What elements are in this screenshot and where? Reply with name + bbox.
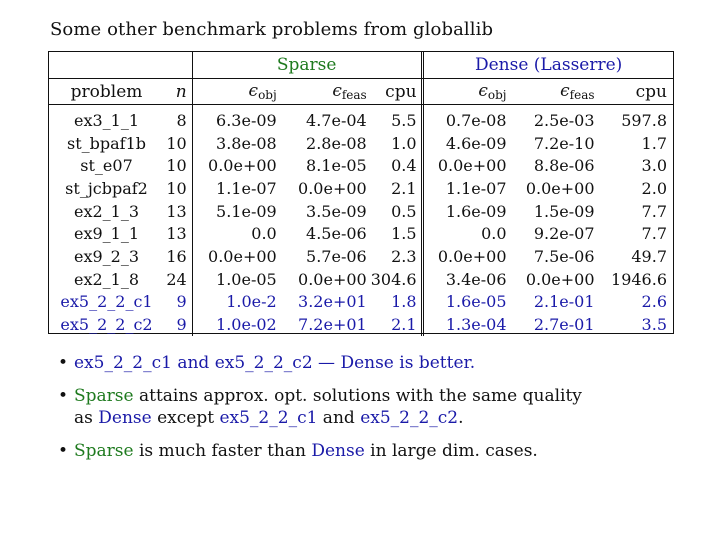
dense-obj-cell: 0.0	[424, 222, 511, 245]
dense-cpu-cell: 3.0	[641, 156, 667, 176]
column-header-row	[49, 79, 673, 105]
sparse-feas-cell: 7.2e+01	[298, 315, 367, 335]
bullet-list	[58, 352, 698, 473]
col-header-dense-cpu: cpu	[599, 79, 673, 105]
bullet-3	[58, 440, 698, 462]
table-row	[49, 222, 673, 245]
table-row	[49, 177, 673, 200]
sparse-obj-cell: 1.0e-02	[192, 313, 283, 336]
sparse-group-header: Sparse	[192, 52, 421, 79]
dense-cpu-cell: 597.8	[621, 110, 667, 130]
bullet-dot-icon: •	[58, 441, 69, 461]
sparse-feas-cell: 3.5e-09	[306, 201, 367, 221]
problem-cell: st_jcbpaf2	[65, 178, 148, 198]
table-row	[49, 291, 673, 314]
bullet-dot-icon: •	[58, 386, 69, 406]
sparse-obj-cell: 6.3e-09	[192, 105, 283, 132]
problem-cell: ex2_1_8	[74, 269, 140, 289]
dense-cpu-cell: 7.7	[641, 201, 667, 221]
n-cell: 13	[164, 200, 192, 223]
dense-cpu-cell: 49.7	[631, 246, 667, 266]
dense-obj-cell: 1.1e-07	[424, 177, 511, 200]
sparse-feas-cell: 4.5e-06	[306, 224, 367, 244]
col-header-n: n	[164, 79, 192, 105]
table-row	[49, 132, 673, 155]
dense-feas-cell: 0.0e+00	[525, 178, 595, 198]
n-cell: 24	[164, 268, 192, 291]
sparse-cpu-cell: 2.1	[371, 177, 421, 200]
sparse-obj-cell: 0.0e+00	[192, 245, 283, 268]
sparse-cpu-cell: 2.3	[371, 245, 421, 268]
col-header-sparse-obj	[192, 79, 283, 105]
bullet-2	[58, 385, 698, 429]
obj-subscript: obj	[487, 88, 507, 102]
sparse-cpu-cell: 2.1	[371, 313, 421, 336]
sparse-cpu-cell: 0.5	[371, 200, 421, 223]
sparse-obj-cell: 5.1e-09	[192, 200, 283, 223]
feas-subscript: feas	[341, 88, 367, 102]
problem-cell: ex9_1_1	[74, 224, 140, 244]
bullet-2-case-2: ex5_2_2_c2	[360, 408, 459, 428]
epsilon-symbol: ϵ	[560, 81, 570, 101]
sparse-feas-cell: 8.1e-05	[306, 156, 367, 176]
sparse-cpu-cell: 1.0	[371, 132, 421, 155]
obj-subscript: obj	[258, 88, 277, 102]
dense-obj-cell: 0.0e+00	[424, 154, 511, 177]
bullet-1-text: ex5_2_2_c1 and ex5_2_2_c2 — Dense is better.	[74, 353, 476, 373]
bullet-2-text-5: .	[458, 408, 464, 428]
epsilon-symbol: ϵ	[332, 81, 342, 101]
bullet-3-sparse: Sparse	[74, 441, 134, 461]
n-cell: 8	[164, 105, 192, 132]
bullet-2-text-2: as	[74, 408, 99, 428]
bullet-3-text-1: is much faster than	[133, 441, 312, 461]
col-header-problem: problem	[49, 79, 164, 105]
results-table	[49, 52, 673, 336]
dense-obj-cell: 1.6e-09	[424, 200, 511, 223]
sparse-cpu-cell: 0.4	[371, 154, 421, 177]
sparse-obj-cell: 0.0	[192, 222, 283, 245]
problem-cell: ex9_2_3	[74, 246, 140, 266]
sparse-cpu-cell: 304.6	[371, 268, 421, 291]
dense-feas-cell: 0.0e+00	[525, 269, 595, 289]
bullet-3-dense: Dense	[311, 441, 365, 461]
dense-feas-cell: 2.5e-03	[533, 110, 595, 130]
bullet-2-sparse: Sparse	[74, 386, 134, 406]
problem-cell: ex5_2_2_c2	[60, 315, 153, 335]
sparse-feas-cell: 0.0e+00	[298, 269, 367, 289]
dense-feas-cell: 2.1e-01	[533, 292, 595, 312]
n-cell: 10	[164, 154, 192, 177]
epsilon-symbol: ϵ	[478, 81, 488, 101]
problem-cell: ex5_2_2_c1	[60, 292, 153, 312]
sparse-feas-cell: 3.2e+01	[298, 292, 367, 312]
bullet-2-case-1: ex5_2_2_c1	[219, 408, 318, 428]
dense-group-header: Dense (Lasserre)	[424, 52, 673, 79]
dense-feas-cell: 7.2e-10	[533, 133, 595, 153]
dense-feas-cell: 9.2e-07	[533, 224, 595, 244]
group-header-row	[49, 52, 673, 79]
dense-feas-cell: 1.5e-09	[533, 201, 595, 221]
sparse-cpu-cell: 1.8	[371, 291, 421, 314]
table-row	[49, 313, 673, 336]
dense-obj-cell: 1.3e-04	[424, 313, 511, 336]
problem-cell: ex3_1_1	[74, 110, 140, 130]
sparse-obj-cell: 1.1e-07	[192, 177, 283, 200]
table-row	[49, 268, 673, 291]
n-cell: 10	[164, 132, 192, 155]
sparse-cpu-cell: 1.5	[371, 222, 421, 245]
dense-obj-cell: 4.6e-09	[424, 132, 511, 155]
problem-cell: st_e07	[80, 156, 133, 176]
table-row	[49, 105, 673, 132]
sparse-obj-cell: 1.0e-05	[192, 268, 283, 291]
n-cell: 16	[164, 245, 192, 268]
dense-feas-cell: 7.5e-06	[533, 246, 595, 266]
col-header-sparse-feas	[283, 79, 371, 105]
problem-cell: st_bpaf1b	[67, 133, 147, 153]
bullet-2-text-3: except	[151, 408, 220, 428]
col-header-sparse-cpu: cpu	[371, 79, 421, 105]
n-cell: 13	[164, 222, 192, 245]
sparse-feas-cell: 0.0e+00	[298, 178, 367, 198]
feas-subscript: feas	[569, 88, 595, 102]
bullet-2-text-1: attains approx. opt. solutions with the same quality	[133, 386, 582, 406]
bullet-2-text-4: and	[317, 408, 361, 428]
col-header-dense-obj	[424, 79, 511, 105]
dense-cpu-cell: 1946.6	[611, 269, 667, 289]
dense-cpu-cell: 1.7	[641, 133, 667, 153]
dense-obj-cell: 3.4e-06	[424, 268, 511, 291]
sparse-cpu-cell: 5.5	[371, 105, 421, 132]
dense-feas-cell: 2.7e-01	[533, 315, 595, 335]
dense-obj-cell: 1.6e-05	[424, 291, 511, 314]
col-header-dense-feas	[511, 79, 599, 105]
dense-cpu-cell: 3.5	[641, 315, 667, 335]
table-row	[49, 245, 673, 268]
dense-obj-cell: 0.0e+00	[424, 245, 511, 268]
sparse-feas-cell: 5.7e-06	[306, 246, 367, 266]
slide-title: Some other benchmark problems from globallib	[50, 19, 494, 40]
bullet-1	[58, 352, 698, 374]
table-row	[49, 200, 673, 223]
n-cell: 9	[164, 313, 192, 336]
dense-feas-cell: 8.8e-06	[533, 156, 595, 176]
bullet-dot-icon: •	[58, 353, 69, 373]
bullet-3-text-2: in large dim. cases.	[364, 441, 538, 461]
n-cell: 10	[164, 177, 192, 200]
benchmark-table	[48, 51, 674, 334]
sparse-feas-cell: 2.8e-08	[306, 133, 367, 153]
sparse-feas-cell: 4.7e-04	[306, 110, 367, 130]
problem-cell: ex2_1_3	[74, 201, 140, 221]
epsilon-symbol: ϵ	[248, 81, 259, 101]
dense-cpu-cell: 2.6	[641, 292, 667, 312]
sparse-obj-cell: 0.0e+00	[192, 154, 283, 177]
table-row	[49, 154, 673, 177]
sparse-obj-cell: 3.8e-08	[192, 132, 283, 155]
n-cell: 9	[164, 291, 192, 314]
dense-obj-cell: 0.7e-08	[424, 105, 511, 132]
sparse-obj-cell: 1.0e-2	[192, 291, 283, 314]
dense-cpu-cell: 7.7	[641, 224, 667, 244]
dense-cpu-cell: 2.0	[641, 178, 667, 198]
bullet-2-dense: Dense	[98, 408, 152, 428]
